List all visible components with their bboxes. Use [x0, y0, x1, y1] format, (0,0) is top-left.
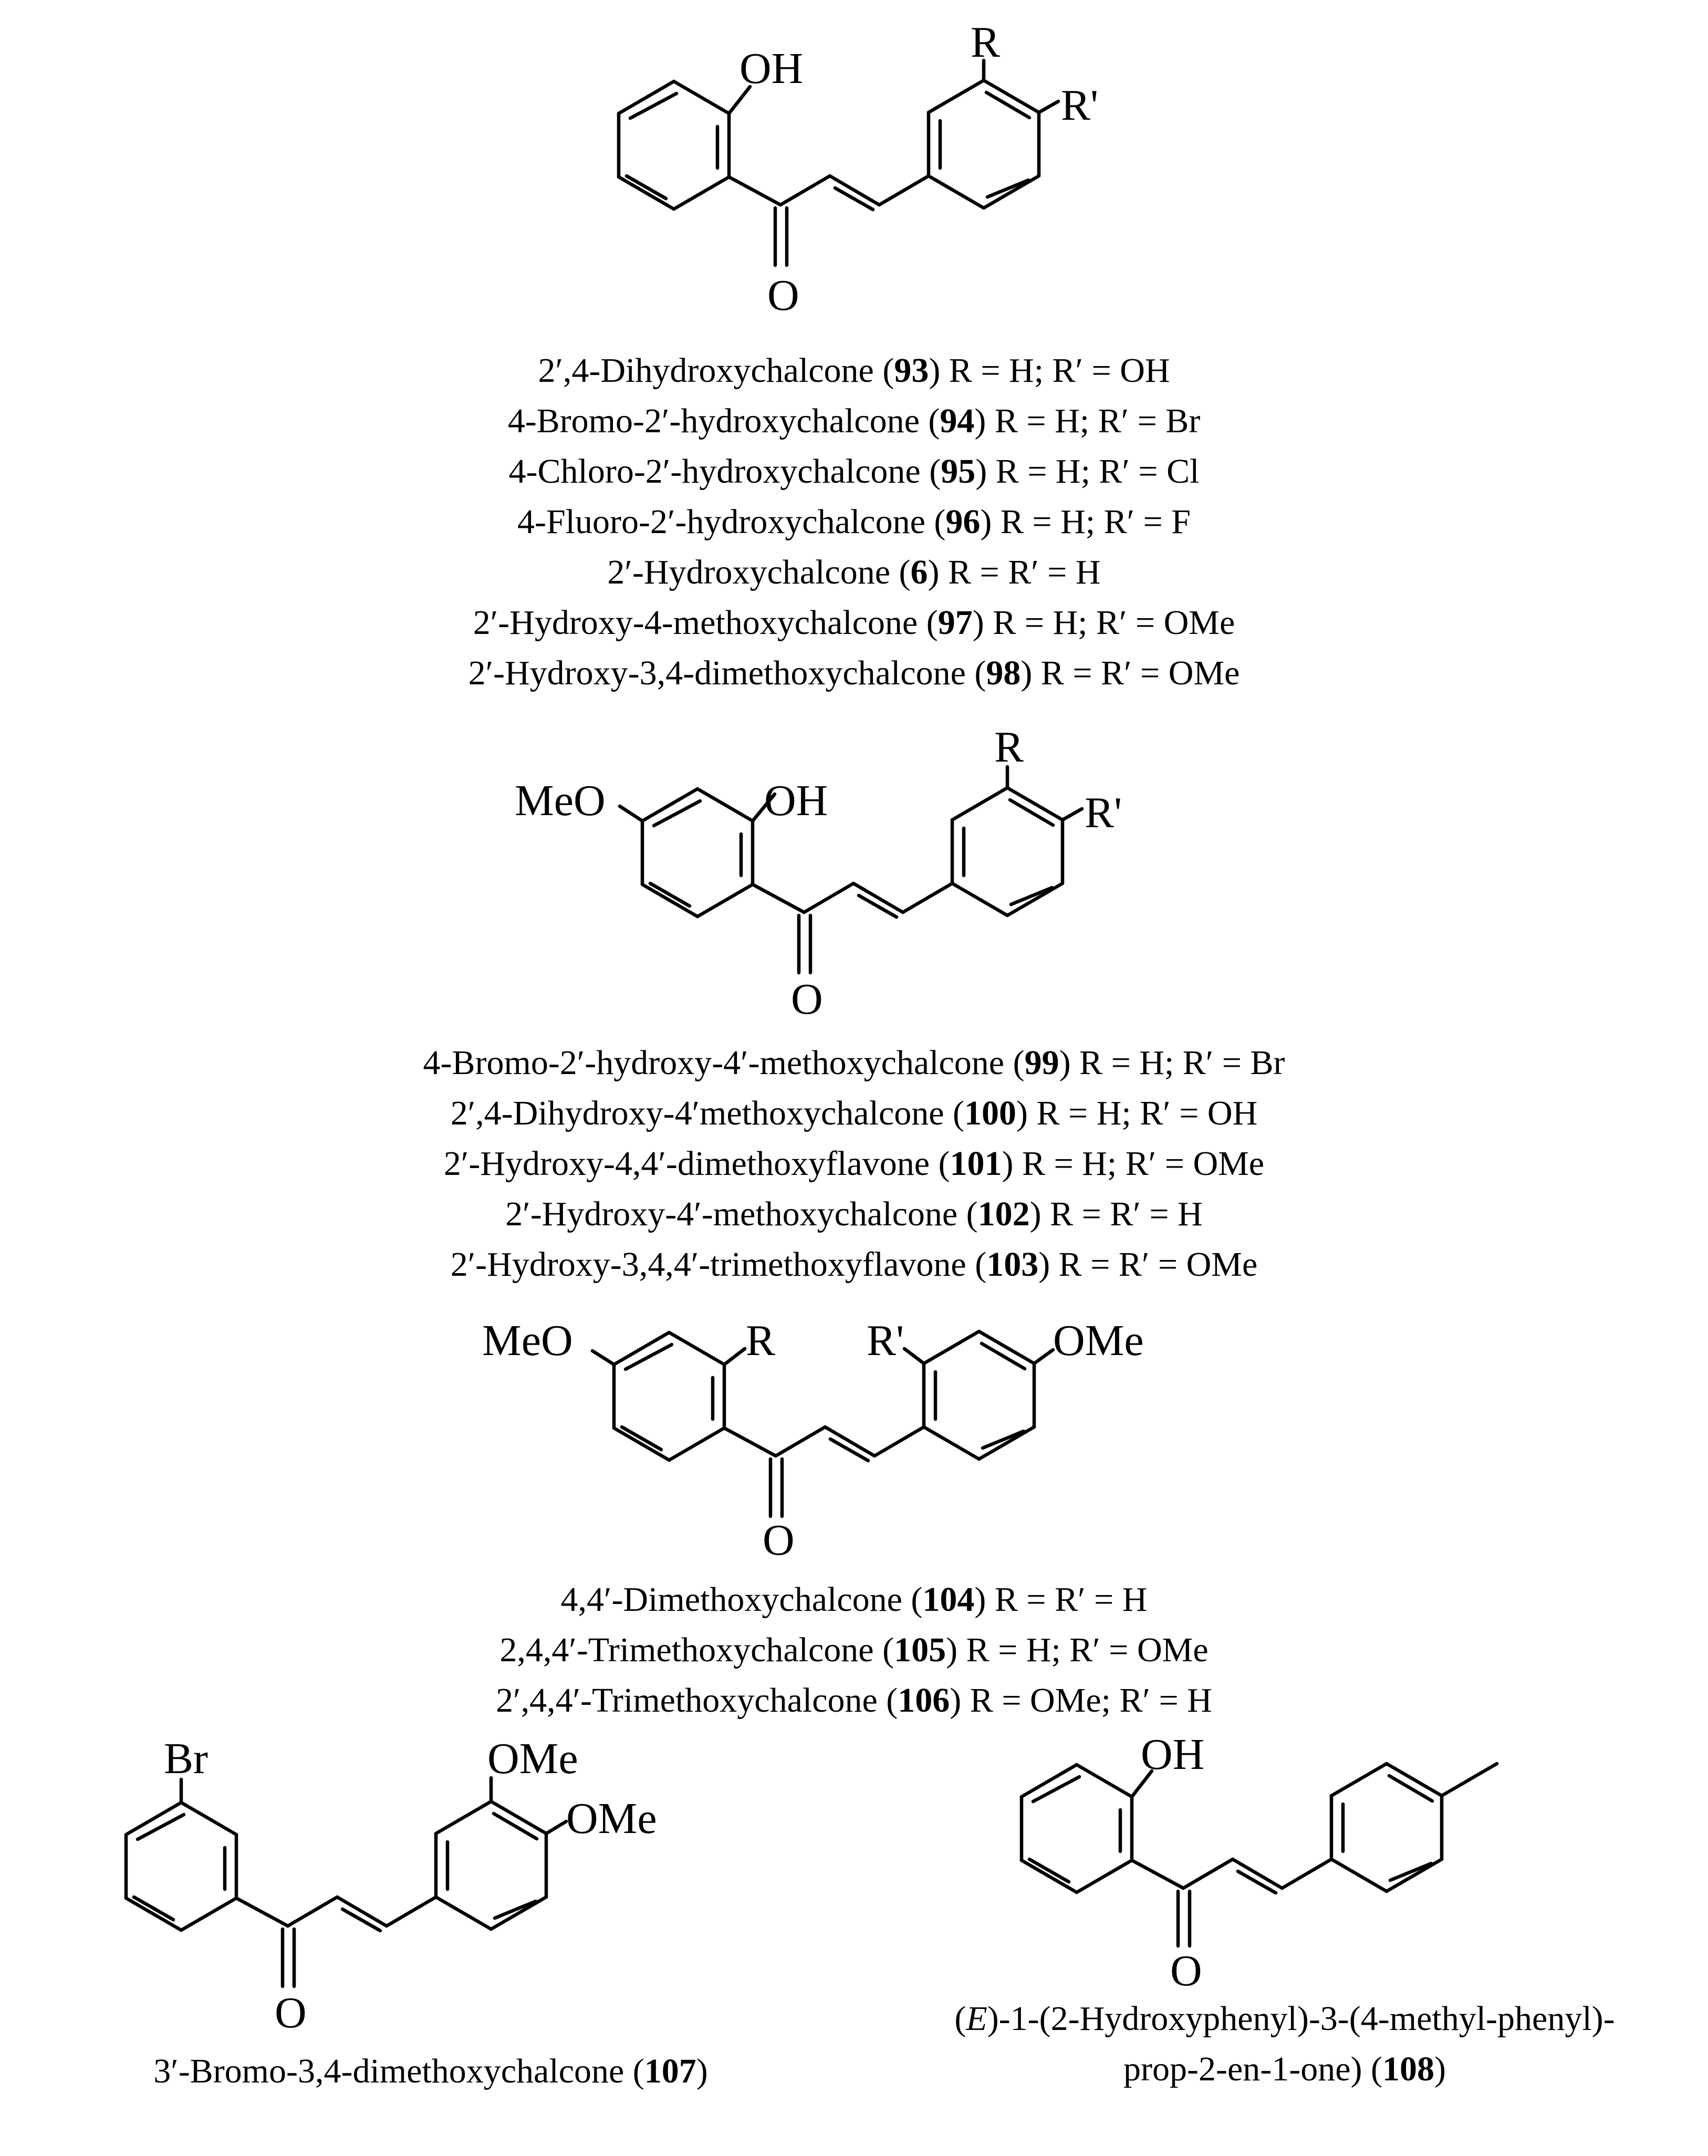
compound-108-label-line-1: (E)-1-(2-Hydroxyphenyl)-3-(4-methyl-phenyl)- [954, 1999, 1615, 2038]
compound-100-label: 2′,4-Dihydroxy-4′methoxychalcone (100) R = H; R′ = OH [450, 1094, 1258, 1132]
structure-5-carbonyl-o-label: O [1170, 1946, 1202, 1995]
structure-1 [0, 0, 1708, 336]
structure-3-carbonyl-o-label: O [763, 1516, 795, 1565]
compound-102-label: 2′-Hydroxy-4′-methoxychalcone (102) R = R′ = H [505, 1195, 1203, 1233]
structure-3-r-prime-label: R' [867, 1316, 904, 1365]
compound-101-label: 2′-Hydroxy-4,4′-dimethoxyflavone (101) R = H; R′ = OMe [443, 1144, 1265, 1183]
compound-99-label: 4-Bromo-2′-hydroxy-4′-methoxychalcone (99) R = H; R′ = Br [423, 1044, 1285, 1082]
compound-93-label: 2′,4-Dihydroxychalcone (93) R = H; R′ = OH [538, 351, 1170, 390]
structure-2-caption [0, 1038, 1708, 1290]
structure-4-ome-4-label: OMe [566, 1794, 657, 1843]
structure-3-ome-label: OMe [1053, 1316, 1144, 1365]
structure-1-r-label: R [971, 18, 1001, 67]
structure-1-carbonyl-o-label: O [767, 271, 799, 320]
structure-5-bonds [1022, 1764, 1497, 1946]
structure-2-r-prime-label: R' [1085, 788, 1122, 837]
structure-3-bonds [592, 1331, 1053, 1516]
structure-3 [0, 1292, 1708, 1586]
compound-96-label: 4-Fluoro-2′-hydroxychalcone (96) R = H; R′ = F [517, 503, 1191, 541]
structure-2-r-label: R [994, 723, 1024, 772]
structure-2-oh-label: OH [764, 776, 828, 825]
structure-3-meo-label: MeO [482, 1316, 573, 1365]
compound-97-label: 2′-Hydroxy-4-methoxychalcone (97) R = H; R′ = OMe [473, 603, 1235, 642]
compound-95-label: 4-Chloro-2′-hydroxychalcone (95) R = H; R′ = Cl [508, 452, 1200, 491]
structure-4-bonds [126, 1778, 566, 1986]
compound-105-label: 2,4,4′-Trimethoxychalcone (105) R = H; R′ = OMe [499, 1631, 1209, 1669]
structure-1-bonds [619, 60, 1058, 265]
structure-2 [0, 699, 1708, 1035]
compound-94-label: 4-Bromo-2′-hydroxychalcone (94) R = H; R′ = Br [507, 402, 1201, 440]
structure-5-caption [861, 1994, 1708, 2095]
structure-2-bonds [620, 767, 1082, 973]
structure-4-carbonyl-o-label: O [275, 1988, 307, 2037]
structure-2-carbonyl-o-label: O [791, 975, 823, 1024]
compound-106-label: 2′,4,4′-Trimethoxychalcone (106) R = OMe; R′ = H [496, 1681, 1212, 1720]
compound-104-label: 4,4′-Dimethoxychalcone (104) R = R′ = H [560, 1580, 1148, 1619]
compound-98-label: 2′-Hydroxy-3,4-dimethoxychalcone (98) R = R′ = OMe [468, 654, 1240, 692]
structure-4 [0, 1734, 861, 2043]
compound-107-label: 3′-Bromo-3,4-dimethoxychalcone (107) [153, 2052, 708, 2090]
structure-5-oh-label: OH [1141, 1730, 1205, 1779]
structure-1-oh-label: OH [740, 44, 804, 93]
structure-2-meo-label: MeO [515, 776, 606, 825]
structure-3-r-label: R [746, 1316, 776, 1365]
structure-5 [861, 1730, 1708, 1995]
structure-4-br-label: Br [164, 1734, 208, 1783]
structure-4-ome-3-label: OMe [487, 1734, 578, 1783]
structure-1-r-prime-label: R' [1061, 81, 1099, 130]
compound-108-label-line-2: prop-2-en-1-one) (108) [1123, 2050, 1446, 2088]
compound-103-label: 2′-Hydroxy-3,4,4′-trimethoxyflavone (103) R = R′ = OMe [450, 1245, 1258, 1284]
structure-3-caption [0, 1575, 1708, 1726]
compound-6-label: 2′-Hydroxychalcone (6) R = R′ = H [607, 553, 1101, 591]
structure-4-caption [0, 2046, 861, 2097]
structure-1-caption [0, 346, 1708, 699]
